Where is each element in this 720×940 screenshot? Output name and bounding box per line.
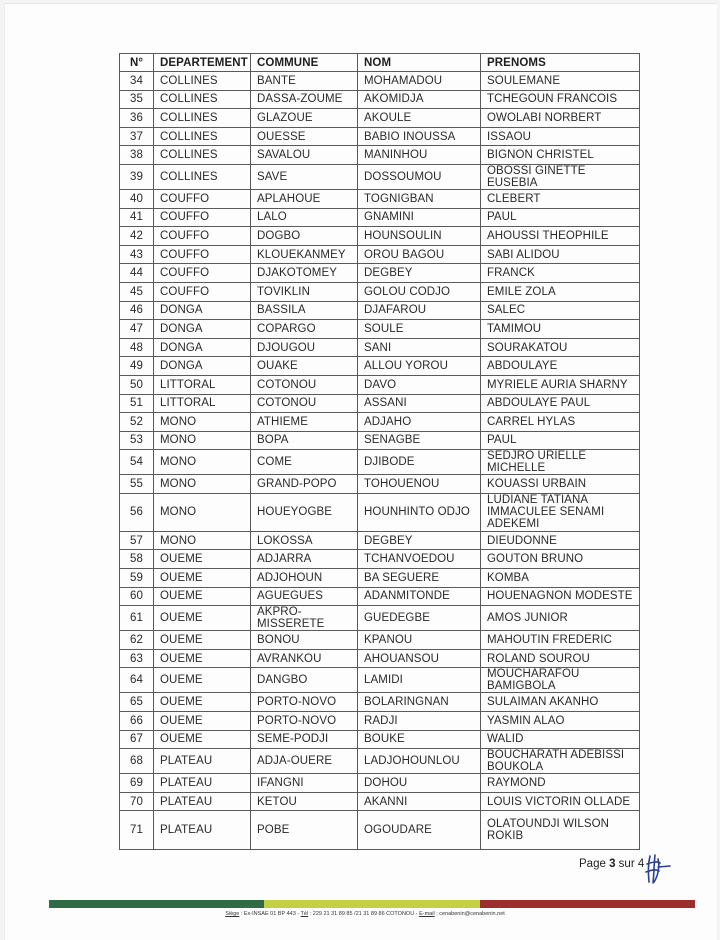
row-commune: GRAND-POPO [251,475,358,494]
footer-email-label: E-mail [419,911,435,917]
row-nom: HOUNHINTO ODJO [358,493,481,531]
row-departement: DONGA [154,338,251,357]
row-prenoms: OBOSSI GINETTE EUSEBIA [481,164,640,189]
row-commune: ADJARRA [251,550,358,569]
row-prenoms: ABDOULAYE PAUL [481,394,640,413]
row-nom: ALLOU YOROU [358,357,481,376]
table-row [120,587,640,606]
table-body [120,72,640,850]
header-commune: COMMUNE [251,54,358,72]
row-number: 42 [120,227,154,246]
footer-tel-label: Tél [300,911,309,917]
table-row [120,693,640,712]
roster-table [119,53,640,850]
row-nom: BABIO INOUSSA [358,127,481,146]
row-prenoms: TCHEGOUN FRANCOIS [481,90,640,109]
row-departement: DONGA [154,320,251,339]
row-prenoms: CLEBERT [481,189,640,208]
row-prenoms: ABDOULAYE [481,357,640,376]
row-departement: COUFFO [154,189,251,208]
row-number: 35 [120,90,154,109]
row-number: 37 [120,127,154,146]
row-nom: ADJAHO [358,413,481,432]
row-prenoms: MYRIELE AURIA SHARNY [481,375,640,394]
row-nom: MOHAMADOU [358,72,481,91]
row-prenoms: SOULEMANE [481,72,640,91]
header-prenoms: PRENOMS [481,54,640,72]
row-departement: PLATEAU [154,792,251,811]
row-commune: AGUEGUES [251,587,358,606]
row-prenoms: KOMBA [481,569,640,588]
row-prenoms: WALID [481,730,640,749]
row-departement: DONGA [154,357,251,376]
row-nom: RADJI [358,712,481,731]
row-number: 51 [120,394,154,413]
row-prenoms: DIEUDONNE [481,531,640,550]
row-number: 61 [120,606,154,631]
table-row [120,264,640,283]
table-row [120,550,640,569]
table-row [120,109,640,128]
table-header-row [120,54,640,72]
row-commune: BOPA [251,431,358,450]
row-departement: PLATEAU [154,749,251,774]
row-commune: APLAHOUE [251,189,358,208]
row-number: 68 [120,749,154,774]
row-number: 41 [120,208,154,227]
row-commune: COME [251,450,358,475]
row-nom: DEGBEY [358,264,481,283]
row-nom: AKANNI [358,792,481,811]
row-number: 58 [120,550,154,569]
row-number: 71 [120,811,154,850]
row-departement: MONO [154,493,251,531]
row-departement: MONO [154,475,251,494]
row-departement: OUEME [154,631,251,650]
row-prenoms: MAHOUTIN FREDERIC [481,631,640,650]
table-row [120,90,640,109]
row-nom: LADJOHOUNLOU [358,749,481,774]
row-nom: GUEDEGBE [358,606,481,631]
row-nom: SANI [358,338,481,357]
header-departement: DEPARTEMENT [154,54,251,72]
row-nom: DJIBODE [358,450,481,475]
row-number: 60 [120,587,154,606]
table-row [120,146,640,165]
row-commune: DANGBO [251,668,358,693]
table-row [120,668,640,693]
row-departement: OUEME [154,730,251,749]
row-departement: OUEME [154,668,251,693]
table-row [120,531,640,550]
row-commune: COTONOU [251,375,358,394]
row-nom: HOUNSOULIN [358,227,481,246]
row-departement: COUFFO [154,245,251,264]
row-commune: BONOU [251,631,358,650]
row-commune: ADJA-OUERE [251,749,358,774]
row-departement: MONO [154,431,251,450]
row-commune: KETOU [251,792,358,811]
table-row [120,631,640,650]
row-commune: HOUEYOGBE [251,493,358,531]
row-commune: SAVE [251,164,358,189]
table-row [120,320,640,339]
table-row [120,338,640,357]
header-number: N° [120,54,154,72]
table-row [120,569,640,588]
row-commune: DJAKOTOMEY [251,264,358,283]
row-commune: BANTE [251,72,358,91]
row-prenoms: EMILE ZOLA [481,282,640,301]
row-commune: ADJOHOUN [251,569,358,588]
row-nom: TOHOUENOU [358,475,481,494]
row-departement: COUFFO [154,282,251,301]
table-row [120,606,640,631]
row-number: 55 [120,475,154,494]
row-departement: MONO [154,531,251,550]
row-number: 70 [120,792,154,811]
table-row [120,475,640,494]
row-commune: DASSA-ZOUME [251,90,358,109]
footer-contact [5,911,720,917]
row-commune: ATHIEME [251,413,358,432]
row-departement: OUEME [154,587,251,606]
row-prenoms: OLATOUNDJI WILSON ROKIB [481,811,640,850]
row-commune: TOVIKLIN [251,282,358,301]
row-number: 59 [120,569,154,588]
table-row [120,394,640,413]
row-commune: LOKOSSA [251,531,358,550]
row-departement: OUEME [154,550,251,569]
row-commune: SEME-PODJI [251,730,358,749]
document-page [4,3,717,940]
row-number: 57 [120,531,154,550]
footer-tel-value: : 229 21 31 89 85 /21 31 89 86 COTONOU - [308,911,420,917]
flag-yellow-segment [264,900,479,908]
table-row [120,730,640,749]
row-nom: GNAMINI [358,208,481,227]
row-departement: OUEME [154,606,251,631]
row-prenoms: GOUTON BRUNO [481,550,640,569]
header-nom: NOM [358,54,481,72]
row-departement: COUFFO [154,264,251,283]
row-number: 36 [120,109,154,128]
table-row [120,450,640,475]
initials-signature [642,852,672,886]
row-nom: BOLARINGNAN [358,693,481,712]
row-nom: AKOULE [358,109,481,128]
row-nom: SOULE [358,320,481,339]
row-departement: OUEME [154,712,251,731]
row-departement: OUEME [154,693,251,712]
flag-red-segment [480,900,695,908]
row-nom: DOSSOUMOU [358,164,481,189]
row-prenoms: SABI ALIDOU [481,245,640,264]
row-number: 66 [120,712,154,731]
page-number [579,858,644,870]
row-number: 39 [120,164,154,189]
row-nom: OROU BAGOU [358,245,481,264]
row-prenoms: LOUIS VICTORIN OLLADE [481,792,640,811]
footer-siege-value: : Ex-INSAE 01 BP 443 - [239,911,301,917]
row-nom: LAMIDI [358,668,481,693]
row-number: 67 [120,730,154,749]
row-commune: BASSILA [251,301,358,320]
row-prenoms: FRANCK [481,264,640,283]
row-number: 49 [120,357,154,376]
row-prenoms: SALEC [481,301,640,320]
row-prenoms: ROLAND SOUROU [481,649,640,668]
row-commune: IFANGNI [251,774,358,793]
table-row [120,227,640,246]
row-nom: KPANOU [358,631,481,650]
row-prenoms: CARREL HYLAS [481,413,640,432]
row-commune: OUESSE [251,127,358,146]
flag-color-bar [49,900,695,908]
row-prenoms: ISSAOU [481,127,640,146]
row-number: 47 [120,320,154,339]
table-row [120,208,640,227]
table-row [120,749,640,774]
row-number: 48 [120,338,154,357]
row-departement: COLLINES [154,164,251,189]
row-number: 45 [120,282,154,301]
table-row [120,811,640,850]
row-commune: PORTO-NOVO [251,693,358,712]
row-departement: PLATEAU [154,811,251,850]
row-prenoms: SEDJRO URIELLE MICHELLE [481,450,640,475]
row-number: 46 [120,301,154,320]
row-departement: LITTORAL [154,394,251,413]
row-prenoms: KOUASSI URBAIN [481,475,640,494]
row-prenoms: SOURAKATOU [481,338,640,357]
table-row [120,493,640,531]
row-number: 53 [120,431,154,450]
row-number: 40 [120,189,154,208]
table-row [120,189,640,208]
row-number: 38 [120,146,154,165]
row-commune: COTONOU [251,394,358,413]
row-nom: AHOUANSOU [358,649,481,668]
row-departement: DONGA [154,301,251,320]
row-prenoms: TAMIMOU [481,320,640,339]
row-nom: OGOUDARE [358,811,481,850]
row-nom: ADANMITONDE [358,587,481,606]
row-nom: TOGNIGBAN [358,189,481,208]
row-prenoms: AHOUSSI THEOPHILE [481,227,640,246]
table-row [120,301,640,320]
row-departement: COLLINES [154,127,251,146]
row-number: 54 [120,450,154,475]
row-number: 34 [120,72,154,91]
row-commune: POBE [251,811,358,850]
row-prenoms: MOUCHARAFOU BAMIGBOLA [481,668,640,693]
footer-email-value: : cenabenin@cenabenin.net [434,911,505,917]
row-nom: DEGBEY [358,531,481,550]
row-number: 63 [120,649,154,668]
table-row [120,357,640,376]
row-number: 52 [120,413,154,432]
table-row [120,72,640,91]
table-row [120,413,640,432]
row-departement: COLLINES [154,90,251,109]
row-departement: COLLINES [154,72,251,91]
row-departement: MONO [154,413,251,432]
row-departement: LITTORAL [154,375,251,394]
row-prenoms: RAYMOND [481,774,640,793]
row-prenoms: PAUL [481,431,640,450]
row-nom: DAVO [358,375,481,394]
row-commune: LALO [251,208,358,227]
page-total: 4 [637,858,645,870]
table-row [120,245,640,264]
row-departement: COUFFO [154,227,251,246]
table-row [120,164,640,189]
row-nom: MANINHOU [358,146,481,165]
row-nom: TCHANVOEDOU [358,550,481,569]
row-nom: DJAFAROU [358,301,481,320]
row-departement: OUEME [154,649,251,668]
row-prenoms: BIGNON CHRISTEL [481,146,640,165]
table-row [120,712,640,731]
row-number: 56 [120,493,154,531]
table-row [120,375,640,394]
row-nom: BOUKE [358,730,481,749]
row-commune: GLAZOUE [251,109,358,128]
row-commune: DOGBO [251,227,358,246]
row-prenoms: BOUCHARATH ADEBISSI BOUKOLA [481,749,640,774]
row-commune: OUAKE [251,357,358,376]
page-separator: sur [618,858,635,870]
row-number: 50 [120,375,154,394]
row-nom: DOHOU [358,774,481,793]
table-row [120,282,640,301]
row-departement: MONO [154,450,251,475]
row-number: 69 [120,774,154,793]
row-prenoms: SULAIMAN AKANHO [481,693,640,712]
row-departement: COLLINES [154,146,251,165]
row-prenoms: YASMIN ALAO [481,712,640,731]
row-number: 65 [120,693,154,712]
row-nom: SENAGBE [358,431,481,450]
table-row [120,774,640,793]
row-nom: GOLOU CODJO [358,282,481,301]
row-commune: AKPRO-MISSERETE [251,606,358,631]
table-row [120,127,640,146]
row-nom: AKOMIDJA [358,90,481,109]
row-commune: SAVALOU [251,146,358,165]
row-number: 64 [120,668,154,693]
table-row [120,792,640,811]
row-commune: KLOUEKANMEY [251,245,358,264]
page-prefix: Page [579,858,606,870]
row-departement: COUFFO [154,208,251,227]
table-row [120,431,640,450]
row-prenoms: HOUENAGNON MODESTE [481,587,640,606]
row-nom: ASSANI [358,394,481,413]
row-departement: COLLINES [154,109,251,128]
row-commune: DJOUGOU [251,338,358,357]
row-nom: BA SEGUERE [358,569,481,588]
page-current: 3 [609,858,616,870]
row-number: 62 [120,631,154,650]
row-prenoms: LUDIANE TATIANA IMMACULEE SENAMI ADEKEMI [481,493,640,531]
row-commune: COPARGO [251,320,358,339]
table-row [120,649,640,668]
row-prenoms: AMOS JUNIOR [481,606,640,631]
flag-green-segment [49,900,264,908]
row-number: 44 [120,264,154,283]
row-departement: PLATEAU [154,774,251,793]
footer-siege-label: Siège [225,911,240,917]
row-number: 43 [120,245,154,264]
row-prenoms: OWOLABI NORBERT [481,109,640,128]
row-departement: OUEME [154,569,251,588]
row-commune: PORTO-NOVO [251,712,358,731]
row-commune: AVRANKOU [251,649,358,668]
row-prenoms: PAUL [481,208,640,227]
